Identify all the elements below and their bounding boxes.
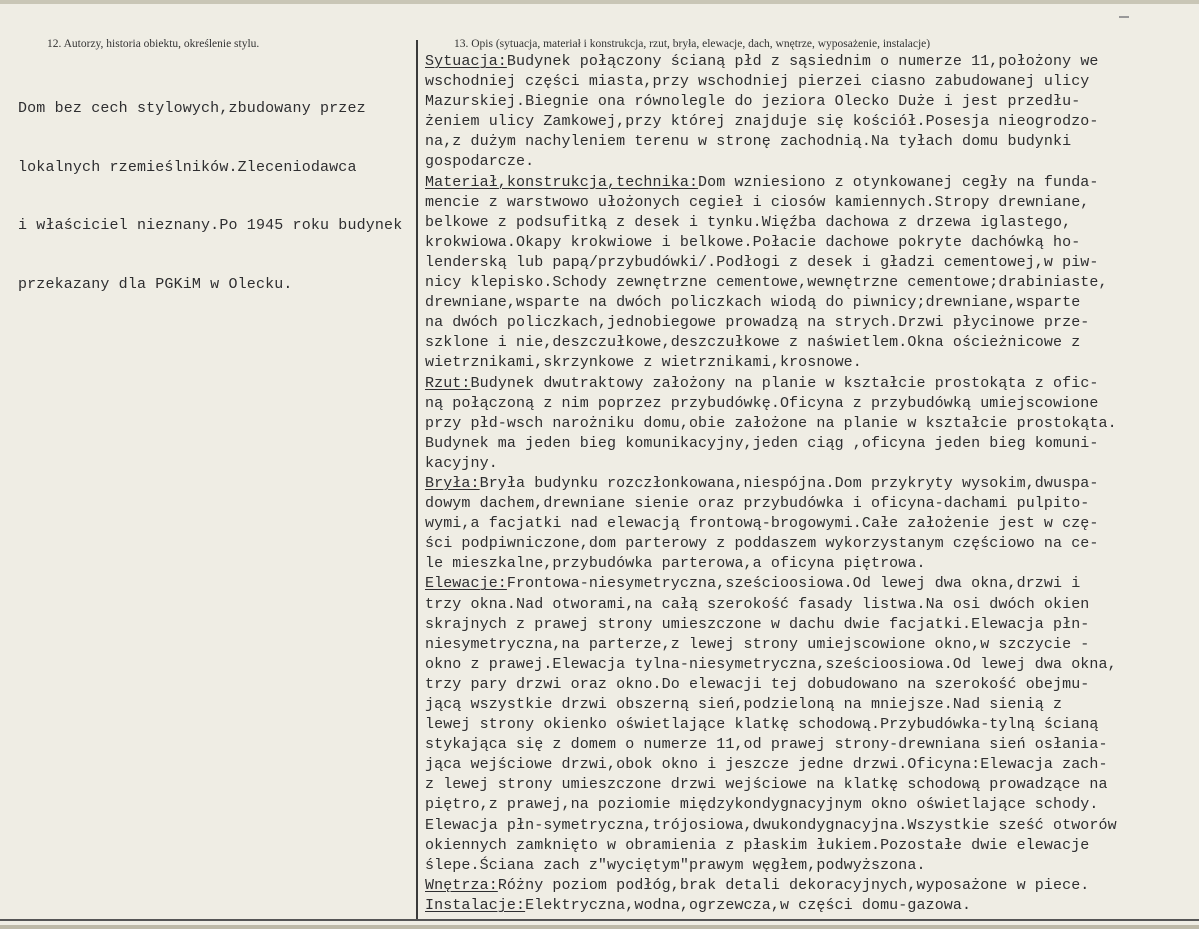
line-text: jącą wszystkie drzwi obszerną sień,podzieloną na mniejsze.Nad sienią z [425,696,1063,713]
scan-edge-bottom [0,925,1199,929]
description-line [425,353,1195,373]
description-line [425,595,1195,615]
description-line [425,92,1195,112]
description-line [425,414,1195,434]
description-line [425,152,1195,172]
left-line: i właściciel nieznany.Po 1945 roku budynek [18,217,403,234]
line-text: Elektryczna,wodna,ogrzewcza,w części domu-gazowa. [525,896,972,914]
line-text: na dwóch policzkach,jednobiegowe prowadzą na strych.Drzwi płycinowe prze- [425,314,1090,332]
description-line [425,655,1195,675]
left-column-header: 12. Autorzy, historia obiektu, określenie stylu. [47,38,260,50]
left-line: lokalnych rzemieślników.Zleceniodawca [18,158,357,176]
line-text: Mazurskiej.Biegnie ona równolegle do jeziora Olecko Duże i jest przedłu- [425,93,1081,111]
line-text: z lewej strony umieszczone drzwi wejściowe na klatkę schodową prowadzące na [425,776,1108,794]
line-text: Budynek połączony ścianą płd z sąsiednim o numerze 11,położony we [506,53,1099,70]
description-line [425,715,1195,735]
line-text: Różny poziom podłóg,brak detali dekoracyjnych,wyposażone w piece. [497,876,1090,894]
left-line: przekazany dla PGKiM w Olecku. [18,275,293,293]
description-line [425,132,1195,152]
description-line [425,213,1195,233]
description-line [425,173,1195,193]
description-line [425,434,1195,454]
description-line [425,253,1195,273]
description-line [425,554,1195,574]
section-heading: Elewacje: [425,575,507,593]
line-text: trzy pary drzwi oraz okno.Do elewacji tej dobudowano na szerokość obejmu- [425,675,1090,693]
section-heading: Bryła: [425,474,480,492]
description-line [425,876,1195,896]
section-heading: Sytuacja: [425,53,507,70]
bottom-rule [0,919,1199,921]
line-text: Budynek ma jeden bieg komunikacyjny,jeden ciąg ,oficyna jeden bieg komuni- [425,434,1099,452]
line-text: Bryła budynku rozczłonkowana,niespójna.Dom przykryty wysokim,dwuspa- [479,474,1099,492]
description-line [425,374,1195,394]
scan-mark [1119,16,1129,18]
line-text: wschodniej części miasta,przy wschodniej pierzei ciasno zabudowanej ulicy [425,73,1090,91]
description-line [425,856,1195,876]
line-text: lewej strony okienko oświetlające klatkę schodową.Przybudówka-tylną ścianą [425,716,1099,734]
description-line [425,635,1195,655]
description-line [425,755,1195,775]
description-line [425,394,1195,414]
description-line [425,72,1195,92]
description-line [425,574,1195,594]
line-text: Frontowa-niesymetryczna,sześcioosiowa.Od lewej dwa okna,drzwi i [506,575,1081,593]
line-text: mencie z warstwowo ułożonych cegieł i ciosów kamiennych.Stropy drewniane, [425,193,1090,211]
description-line [425,775,1195,795]
line-text: na,z dużym nachyleniem terenu w stronę zachodnią.Na tyłach domu budynki [425,133,1072,151]
section-heading: Instalacje: [425,896,526,914]
description-line [425,313,1195,333]
left-line: Dom bez cech stylowych,zbudowany przez [18,100,366,117]
description-line [425,454,1195,474]
description-line [425,816,1195,836]
description-line [425,193,1195,213]
line-text: Budynek dwutraktowy założony na planie w kształcie prostokąta z ofic- [470,374,1099,392]
line-text: kacyjny. [425,454,498,472]
line-text: ści podpiwniczone,dom parterowy z poddaszem wykorzystanym częściowo na ce- [425,535,1099,553]
line-text: nicy klepisko.Schody zewnętrzne cementowe,wewnętrzne cementowe;drabiniaste, [425,274,1108,292]
line-text: piętro,z prawej,na poziomie międzykondygnacyjnym okno oświetlające schody. [425,796,1099,814]
line-text: jąca wejściowe drzwi,obok okno i jeszcze jedne drzwi.Oficyna:Elewacja zach- [425,756,1108,774]
line-text: stykająca się z domem o numerze 11,od prawej strony-drewniana sień osłania- [425,736,1108,754]
line-text: okno z prawej.Elewacja tylna-niesymetryczna,sześcioosiowa.Od lewej dwa okna, [425,655,1117,673]
line-text: Elewacja płn-symetryczna,trójosiowa,dwukondygnacyjna.Wszystkie sześć otworów [425,816,1117,834]
left-column-text [18,60,428,333]
description-line [425,273,1195,293]
description-line [425,896,1195,916]
line-text: drewniane,wsparte na dwóch policzkach wiodą do piwnicy;drewniane,wsparte [425,294,1081,312]
description-line [425,494,1195,514]
description-line [425,795,1195,815]
line-text: Dom wzniesiono z otynkowanej cegły na funda- [698,173,1099,191]
section-heading: Materiał,konstrukcja,technika: [425,173,699,191]
section-heading: Wnętrza: [425,876,498,894]
line-text: okiennych zamknięto w obramienia z płaskim łukiem.Pozostałe dwie elewacje [425,836,1090,854]
description-line [425,735,1195,755]
line-text: trzy okna.Nad otworami,na całą szerokość fasady listwa.Na osi dwóch okien [425,595,1090,613]
right-column-description [425,52,1195,916]
line-text: przy płd-wsch narożniku domu,obie założone na planie w kształcie prostokąta. [425,414,1117,432]
line-text: szklone i nie,deszczułkowe,deszczułkowe z naświetlem.Okna ościeżnicowe z [425,334,1081,352]
description-line [425,233,1195,253]
description-line [425,112,1195,132]
right-column-header: 13. Opis (sytuacja, materiał i konstrukcja, rzut, bryła, elewacje, dach, wnętrze, wyposażenie, instalacje) [454,38,931,50]
description-line [425,695,1195,715]
line-text: żeniem ulicy Zamkowej,przy której znajduje się kościół.Posesja nieogrodzo- [425,113,1099,131]
line-text: wymi,a facjatki nad elewacją frontową-brogowymi.Całe założenie jest w czę- [425,515,1099,533]
line-text: belkowe z podsufitką z desek i tynku.Więźba dachowa z drzewa iglastego, [425,213,1072,231]
line-text: gospodarcze. [425,153,535,171]
description-line [425,293,1195,313]
line-text: lenderską lub papą/przybudówki/.Podłogi z desek i gładzi cementowej,w piw- [425,253,1099,271]
line-text: ną połączoną z nim poprzez przybudówkę.Oficyna z przybudówką umiejscowione [425,394,1099,412]
description-line [425,52,1195,72]
description-line [425,474,1195,494]
line-text: wietrznikami,skrzynkowe z wietrznikami,krosnowe. [425,354,862,372]
description-line [425,534,1195,554]
description-line [425,836,1195,856]
scan-edge-top [0,0,1199,4]
line-text: krokwiowa.Okapy krokwiowe i belkowe.Połacie dachowe pokryte dachówką ho- [425,233,1081,251]
description-line [425,675,1195,695]
section-heading: Rzut: [425,374,471,392]
line-text: le mieszkalne,przybudówka parterowa,a oficyna piętrowa. [425,555,926,573]
description-line [425,333,1195,353]
line-text: skrajnych z prawej strony umieszczone w dachu dwie facjatki.Elewacja płn- [425,615,1090,633]
line-text: dowym dachem,drewniane sienie oraz przybudówka i oficyna-dachami pulpito- [425,495,1090,513]
description-line [425,514,1195,534]
line-text: niesymetryczna,na parterze,z lewej strony umiejscowione okno,w szczycie - [425,635,1090,653]
line-text: ślepe.Ściana zach z"wyciętym"prawym węgłem,podwyższona. [425,856,926,874]
description-line [425,615,1195,635]
